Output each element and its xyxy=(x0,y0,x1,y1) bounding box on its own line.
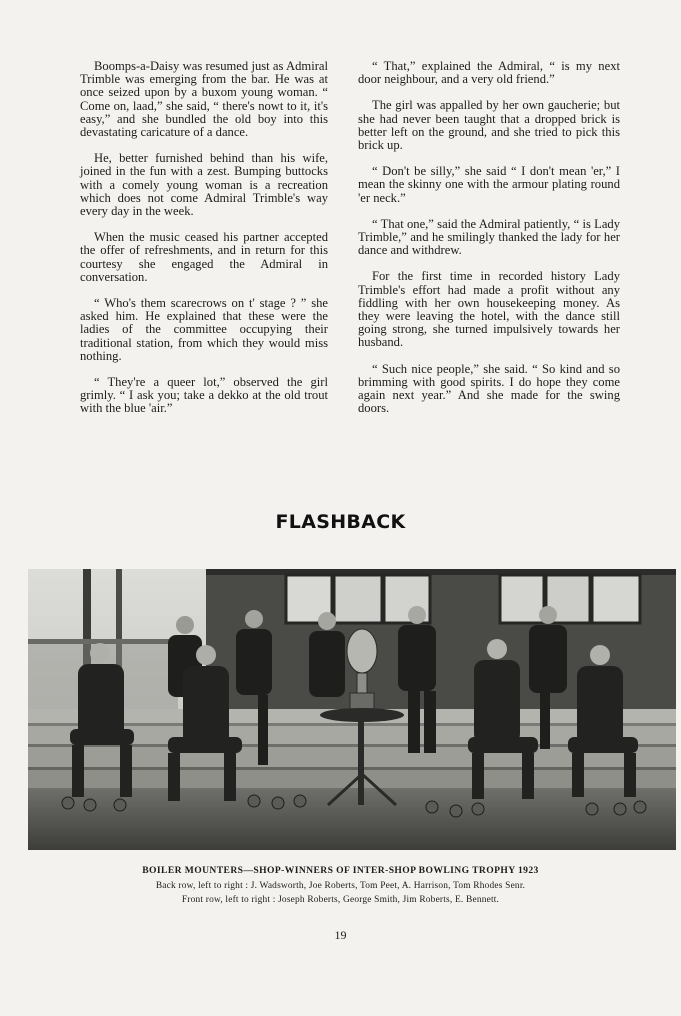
section-title: FLASHBACK xyxy=(275,511,406,533)
article-column-left xyxy=(80,60,328,429)
paragraph: When the music ceased his partner accepted the offer of refreshments, and in return for this courtesy she engaged the Admiral in conversation. xyxy=(80,230,328,284)
paragraph: He, better furnished behind than his wife, joined in the fun with a zest. Bumping buttocks with a comely young woman is a recreation which does not come Admiral Trimble's way every day in the week. xyxy=(80,151,328,219)
article-column-right xyxy=(358,60,620,428)
paragraph: For the first time in recorded history Lady Trimble's effort had made a profit without any fiddling with her own housekeeping money. As they were leaving the hotel, with the dance still going strong, she turned impulsively towards her husband. xyxy=(358,269,620,350)
photo-caption-back-row: Back row, left to right : J. Wadsworth, Joe Roberts, Tom Peet, A. Harrison, Tom Rhodes Senr. xyxy=(155,881,526,891)
paragraph: “ That one,” said the Admiral patiently, “ is Lady Trimble,” and he smilingly thanked the lady for her dance and withdrew. xyxy=(358,216,620,258)
paragraph: “ That,” explained the Admiral, “ is my next door neighbour, and a very old friend.” xyxy=(358,59,620,87)
paragraph: “ Such nice people,” she said. “ So kind and so brimming with good spirits. I do hope they come again next year.” And she made for the swing doors. xyxy=(358,361,620,416)
photo-caption-front-row: Front row, left to right : Joseph Roberts, George Smith, Jim Roberts, E. Bennett. xyxy=(181,895,500,905)
photo-caption-heading: BOILER MOUNTERS—SHOP-WINNERS OF INTER-SHOP BOWLING TROPHY 1923 xyxy=(142,865,539,876)
paragraph: “ Who's them scarecrows on t' stage ? ” she asked him. He explained that these were the ladies of the committee occupying their traditional station, from which they would miss nothing. xyxy=(80,296,328,363)
paragraph: “ Don't be silly,” she said “ I don't mean 'er,” I mean the skinny one with the armour plating round 'er neck.” xyxy=(358,164,620,205)
paragraph: “ They're a queer lot,” observed the girl grimly. “ I ask you; take a dekko at the old trout with the blue 'air.” xyxy=(80,375,328,416)
page-number: 19 xyxy=(334,928,347,942)
team-photograph xyxy=(28,569,676,850)
paragraph: The girl was appalled by her own gaucherie; but she had never been taught that a dropped brick is better left on the ground, and she tried to pick this brick up. xyxy=(358,98,620,153)
paragraph: Boomps-a-Daisy was resumed just as Admiral Trimble was emerging from the bar. He was at once seized upon by a buxom young woman. “ Come on, laad,” she said, “ there's nowt to it, it's easy,” and she bundled the old boy into this devastating caricature of a dance. xyxy=(80,59,328,140)
